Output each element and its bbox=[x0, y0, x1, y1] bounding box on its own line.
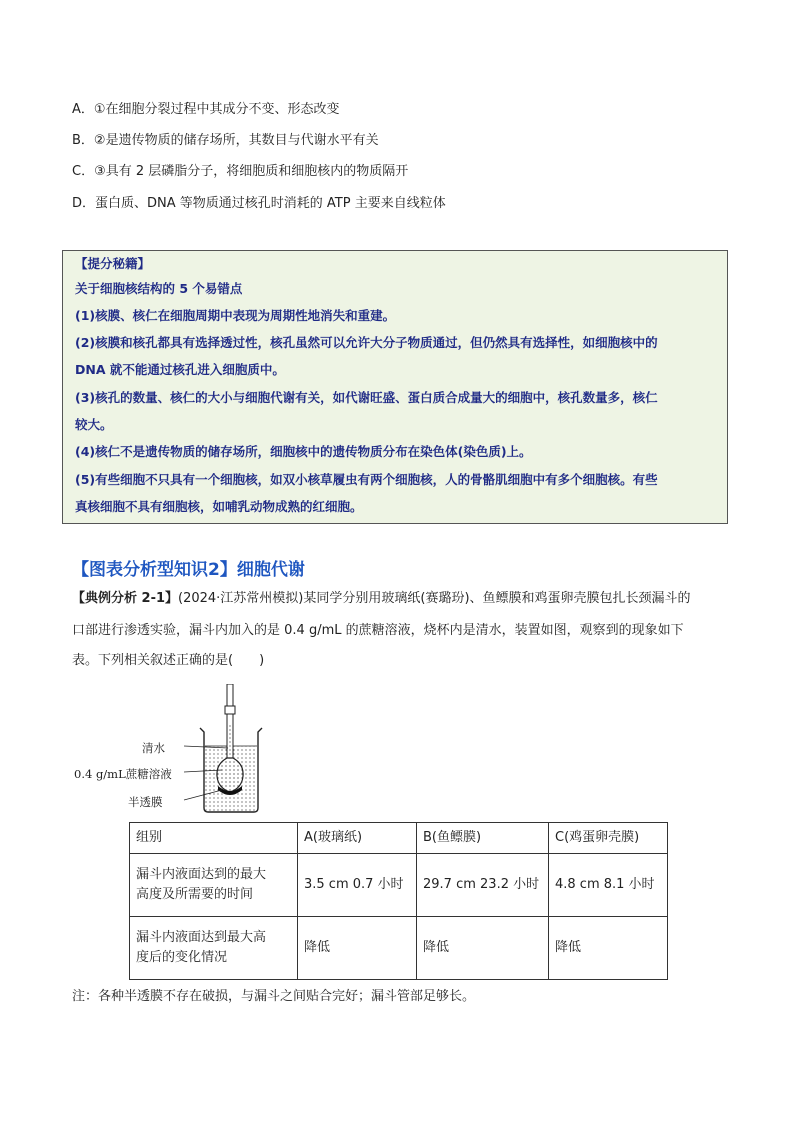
tip-line: 关于细胞核结构的 5 个易错点 bbox=[75, 281, 243, 296]
label-water: 清水 bbox=[142, 741, 165, 755]
results-table bbox=[129, 822, 668, 980]
table-cell: 降低 bbox=[417, 917, 549, 980]
tip-line: 真核细胞不具有细胞核，如哺乳动物成熟的红细胞。 bbox=[75, 499, 363, 514]
tip-box-title: 【提分秘籍】 bbox=[75, 256, 151, 271]
funnel-tube bbox=[227, 684, 233, 706]
label-membrane: 半透膜 bbox=[128, 795, 163, 809]
table-row-label bbox=[130, 854, 298, 917]
option-d: D．蛋白质、DNA 等物质通过核孔时消耗的 ATP 主要来自线粒体 bbox=[72, 196, 446, 211]
example-text: (2024·江苏常州模拟)某同学分别用玻璃纸(赛璐玢)、鱼鳔膜和鸡蛋卵壳膜包扎长颈漏斗的 bbox=[178, 591, 691, 606]
tip-box bbox=[62, 250, 728, 524]
table-header-cell: 组别 bbox=[130, 823, 298, 854]
funnel-bulb bbox=[217, 758, 243, 792]
example-label: 【典例分析 2-1】 bbox=[72, 591, 179, 606]
table-cell: 降低 bbox=[549, 917, 668, 980]
tip-line: DNA 就不能通过核孔进入细胞质中。 bbox=[75, 362, 285, 377]
table-header-row bbox=[130, 823, 668, 854]
tube-clamp bbox=[225, 706, 235, 714]
row-label-line: 漏斗内液面达到最大高 bbox=[136, 930, 267, 945]
tip-line: (3)核孔的数量、核仁的大小与细胞代谢有关，如代谢旺盛、蛋白质合成量大的细胞中，核孔数量多，核仁 bbox=[75, 390, 658, 405]
table-cell: 29.7 cm 23.2 小时 bbox=[417, 854, 549, 917]
table-cell: 4.8 cm 8.1 小时 bbox=[549, 854, 668, 917]
example-line-2: 口部进行渗透实验，漏斗内加入的是 0.4 g/mL 的蔗糖溶液，烧杯内是清水，装置如图，观察到的现象如下 bbox=[72, 623, 684, 638]
apparatus-drawing bbox=[72, 684, 312, 814]
example-line-1 bbox=[72, 590, 691, 608]
tip-line: (4)核仁不是遗传物质的储存场所，细胞核中的遗传物质分布在染色体(染色质)上。 bbox=[75, 444, 532, 459]
table-header-cell: A(玻璃纸) bbox=[298, 823, 417, 854]
table-note: 注：各种半透膜不存在破损，与漏斗之间贴合完好；漏斗管部足够长。 bbox=[72, 989, 476, 1004]
table-header-cell: B(鱼鳔膜) bbox=[417, 823, 549, 854]
table-header-cell: C(鸡蛋卵壳膜) bbox=[549, 823, 668, 854]
tip-line: (5)有些细胞不只具有一个细胞核，如双小核草履虫有两个细胞核，人的骨骼肌细胞中有多个细胞核。有些 bbox=[75, 472, 658, 487]
section-title: 【图表分析型知识2】细胞代谢 bbox=[72, 560, 305, 580]
tip-line: (2)核膜和核孔都具有选择透过性，核孔虽然可以允许大分子物质通过，但仍然具有选择性，如细胞核中的 bbox=[75, 335, 658, 350]
option-a: A．①在细胞分裂过程中其成分不变、形态改变 bbox=[72, 102, 340, 117]
table-row bbox=[130, 854, 668, 917]
table-cell: 3.5 cm 0.7 小时 bbox=[298, 854, 417, 917]
option-c: C．③具有 2 层磷脂分子，将细胞质和细胞核内的物质隔开 bbox=[72, 164, 409, 179]
table-row-label bbox=[130, 917, 298, 980]
label-sucrose: 0.4 g/mL蔗糖溶液 bbox=[74, 767, 172, 781]
option-b: B．②是遗传物质的储存场所，其数目与代谢水平有关 bbox=[72, 133, 379, 148]
example-line-3: 表。下列相关叙述正确的是( ) bbox=[72, 653, 265, 668]
row-label-line: 高度及所需要的时间 bbox=[136, 887, 254, 902]
table-cell: 降低 bbox=[298, 917, 417, 980]
table-row bbox=[130, 917, 668, 980]
tip-line: (1)核膜、核仁在细胞周期中表现为周期性地消失和重建。 bbox=[75, 308, 396, 323]
row-label-line: 漏斗内液面达到的最大 bbox=[136, 867, 267, 882]
osmosis-apparatus-figure bbox=[72, 684, 312, 814]
row-label-line: 度后的变化情况 bbox=[136, 950, 228, 965]
tip-line: 较大。 bbox=[75, 417, 113, 432]
